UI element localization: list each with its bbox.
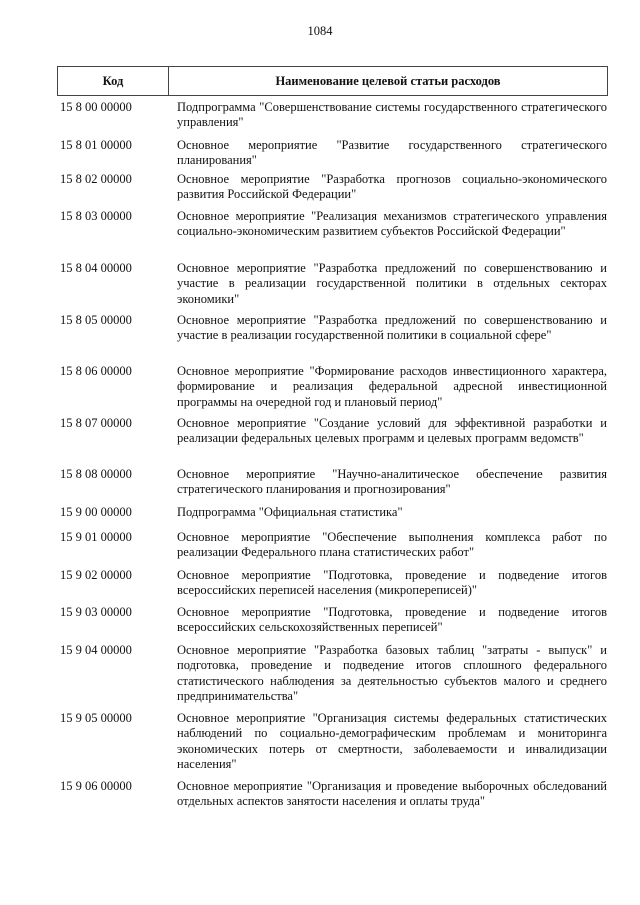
row-text: Основное мероприятие "Разработка прогнозов социально-экономического развития Российской Федерации" [177,172,607,202]
table-row [60,261,608,307]
table-row [60,138,608,169]
table-row [60,568,608,599]
header-code: Код [58,67,169,95]
table-row [60,779,608,810]
row-code: 15 9 04 00000 [60,643,132,657]
row-code: 15 8 07 00000 [60,416,132,430]
table-row [60,467,608,498]
table-row [60,209,608,240]
table-row [60,711,608,772]
row-code: 15 8 04 00000 [60,261,132,275]
row-text: Подпрограмма "Совершенствование системы государственного стратегического управления" [177,100,607,130]
row-code: 15 9 01 00000 [60,530,132,544]
row-text: Основное мероприятие "Разработка предложений по совершенствованию и участие в реализации государственной политики в социальной сфере" [177,313,607,343]
row-code: 15 9 06 00000 [60,779,132,793]
row-text: Основное мероприятие "Подготовка, проведение и подведение итогов всероссийских переписей населения (микропереписей)" [177,568,607,598]
row-text: Основное мероприятие "Организация системы федеральных статистических наблюдений по социально-демографическим проблемам и мониторинга экономических потерь от смертности, заболеваемости и инвалидизации населения" [177,711,607,771]
row-text: Основное мероприятие "Подготовка, проведение и подведение итогов всероссийских сельскохозяйственных переписей" [177,605,607,635]
row-text: Основное мероприятие "Организация и проведение выборочных обследований отдельных аспектов занятости населения и оплаты труда" [177,779,607,809]
row-code: 15 9 05 00000 [60,711,132,725]
row-code: 15 9 00 00000 [60,505,132,519]
row-text: Основное мероприятие "Научно-аналитическое обеспечение развития стратегического планирования и прогнозирования" [177,467,607,497]
table-row [60,505,608,520]
row-text: Основное мероприятие "Развитие государственного стратегического планирования" [177,138,607,168]
table-row [60,172,608,203]
row-text: Основное мероприятие "Разработка базовых таблиц "затраты - выпуск" и подготовка, проведение и подведение итогов сплошного федерального статистического наблюдения за деятельностью субъектов малого и среднего предпринимательства" [177,643,607,703]
row-code: 15 9 03 00000 [60,605,132,619]
row-code: 15 8 08 00000 [60,467,132,481]
row-code: 15 8 05 00000 [60,313,132,327]
table-row [60,313,608,344]
row-text: Основное мероприятие "Создание условий для эффективной разработки и реализации федеральных целевых программ и целевых программ ведомств" [177,416,607,446]
row-code: 15 9 02 00000 [60,568,132,582]
row-code: 15 8 03 00000 [60,209,132,223]
row-code: 15 8 02 00000 [60,172,132,186]
header-name: Наименование целевой статьи расходов [275,73,501,88]
table-row [60,364,608,410]
row-text: Основное мероприятие "Разработка предложений по совершенствованию и участие в реализации государственной политики в отдельных секторах экономики" [177,261,607,306]
table-row [60,605,608,636]
table-row [60,643,608,704]
row-text: Основное мероприятие "Реализация механизмов стратегического управления социально-экономическим развитием субъектов Российской Федерации" [177,209,607,239]
table-row [60,416,608,447]
row-text: Основное мероприятие "Обеспечение выполнения комплекса работ по реализации Федерального плана статистических работ" [177,530,607,560]
row-code: 15 8 06 00000 [60,364,132,378]
table-header [57,66,608,96]
row-code: 15 8 01 00000 [60,138,132,152]
row-code: 15 8 00 00000 [60,100,132,114]
page-number: 1084 [307,24,333,38]
table-row [60,100,608,131]
row-text: Подпрограмма "Официальная статистика" [177,505,403,519]
table-row [60,530,608,561]
row-text: Основное мероприятие "Формирование расходов инвестиционного характера, формирование и реализация федеральной адресной инвестиционной программы на очередной год и плановый период" [177,364,607,409]
